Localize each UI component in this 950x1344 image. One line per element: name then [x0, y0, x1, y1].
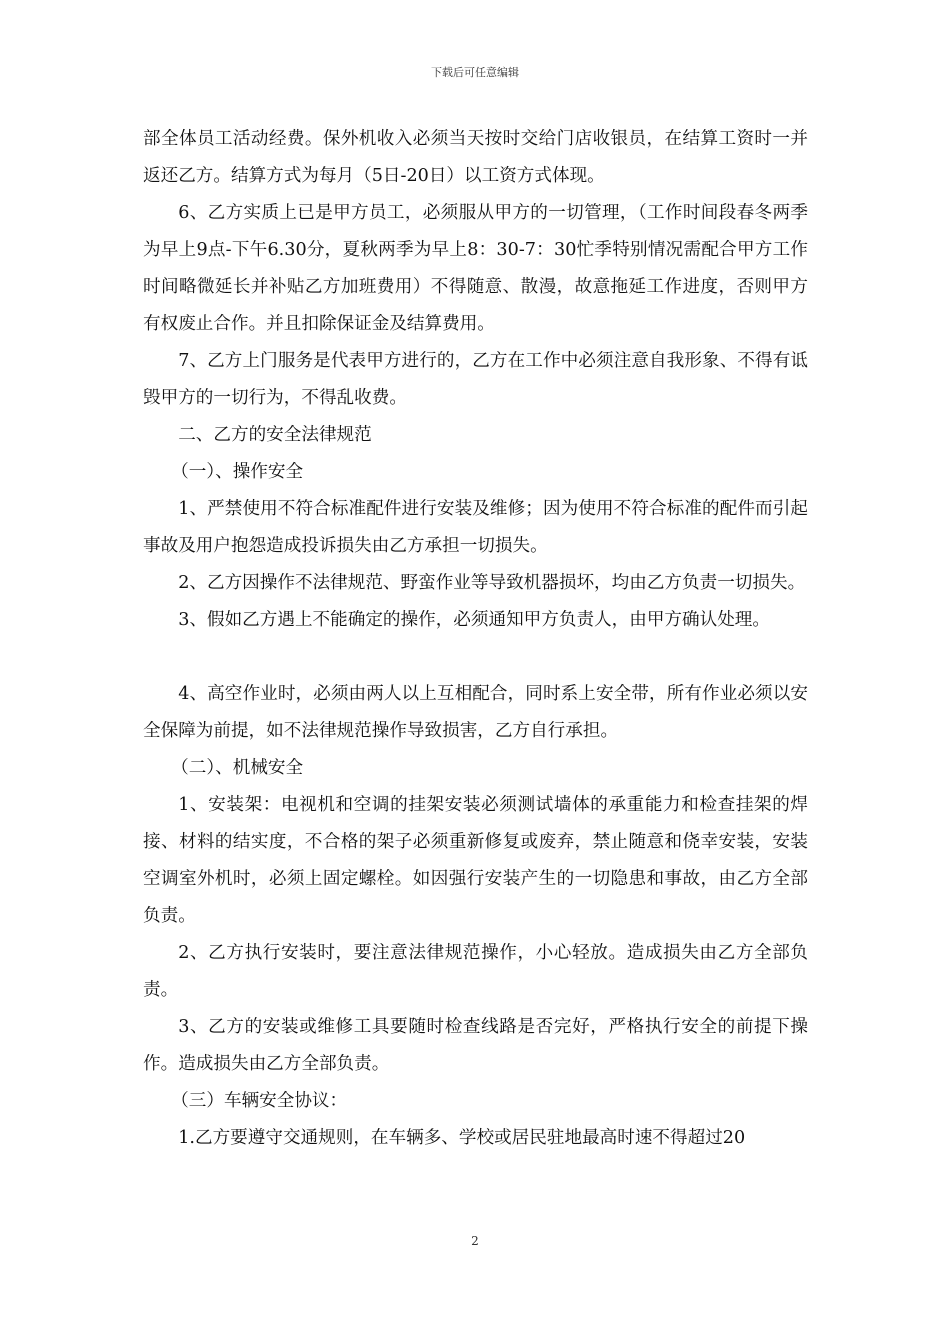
paragraph-mechanical-2: 2、乙方执行安装时，要注意法律规范操作，小心轻放。造成损失由乙方全部负责。 — [143, 943, 808, 1000]
subsection-heading-mechanical-safety: （二）、机械安全 — [171, 758, 304, 778]
page-number: 2 — [471, 1234, 479, 1248]
paragraph-continuation: 部全体员工活动经费。保外机收入必须当天按时交给门店收银员，在结算工资时一并返还乙方。结算方式为每月（5日-20日）以工资方式体现。 — [143, 129, 808, 186]
paragraph-vehicle-1: 1.乙方要遵守交通规则，在车辆多、学校或居民驻地最高时速不得超过20 — [178, 1128, 746, 1148]
page-header: 下载后可任意编辑 — [431, 66, 519, 79]
document-body — [143, 121, 808, 1157]
paragraph-item-6: 6、乙方实质上已是甲方员工，必须服从甲方的一切管理，（工作时间段春冬两季为早上9点-下午6.30分，夏秋两季为早上8：30-7：30忙季特别情况需配合甲方工作时间略微延长并补贴乙方加班费用）不得随意、散漫，故意拖延工作进度，否则甲方有权废止合作。并且扣除保证金及结算费用。 — [143, 203, 808, 334]
paragraph-operation-4: 4、高空作业时，必须由两人以上互相配合，同时系上安全带，所有作业必须以安全保障为前提，如不法律规范操作导致损害，乙方自行承担。 — [143, 684, 808, 741]
paragraph-operation-2: 2、乙方因操作不法律规范、野蛮作业等导致机器损坏，均由乙方负责一切损失。 — [178, 573, 806, 593]
paragraph-operation-3: 3、假如乙方遇上不能确定的操作，必须通知甲方负责人，由甲方确认处理。 — [178, 610, 770, 630]
subsection-heading-vehicle-safety: （三）车辆安全协议： — [171, 1091, 348, 1111]
paragraph-operation-1: 1、严禁使用不符合标准配件进行安装及维修；因为使用不符合标准的配件而引起事故及用户抱怨造成投诉损失由乙方承担一切损失。 — [143, 499, 808, 556]
paragraph-mechanical-1: 1、安装架：电视机和空调的挂架安装必须测试墙体的承重能力和检查挂架的焊接、材料的结实度，不合格的架子必须重新修复或废弃，禁止随意和侥幸安装，安装空调室外机时，必须上固定螺栓。如因强行安装产生的一切隐患和事故，由乙方全部负责。 — [143, 795, 808, 926]
subsection-heading-operation-safety: （一）、操作安全 — [171, 462, 304, 482]
blank-line — [143, 639, 808, 676]
paragraph-mechanical-3: 3、乙方的安装或维修工具要随时检查线路是否完好，严格执行安全的前提下操作。造成损失由乙方全部负责。 — [143, 1017, 808, 1074]
section-heading-2: 二、乙方的安全法律规范 — [178, 425, 372, 445]
paragraph-item-7: 7、乙方上门服务是代表甲方进行的，乙方在工作中必须注意自我形象、不得有诋毁甲方的一切行为，不得乱收费。 — [143, 351, 808, 408]
